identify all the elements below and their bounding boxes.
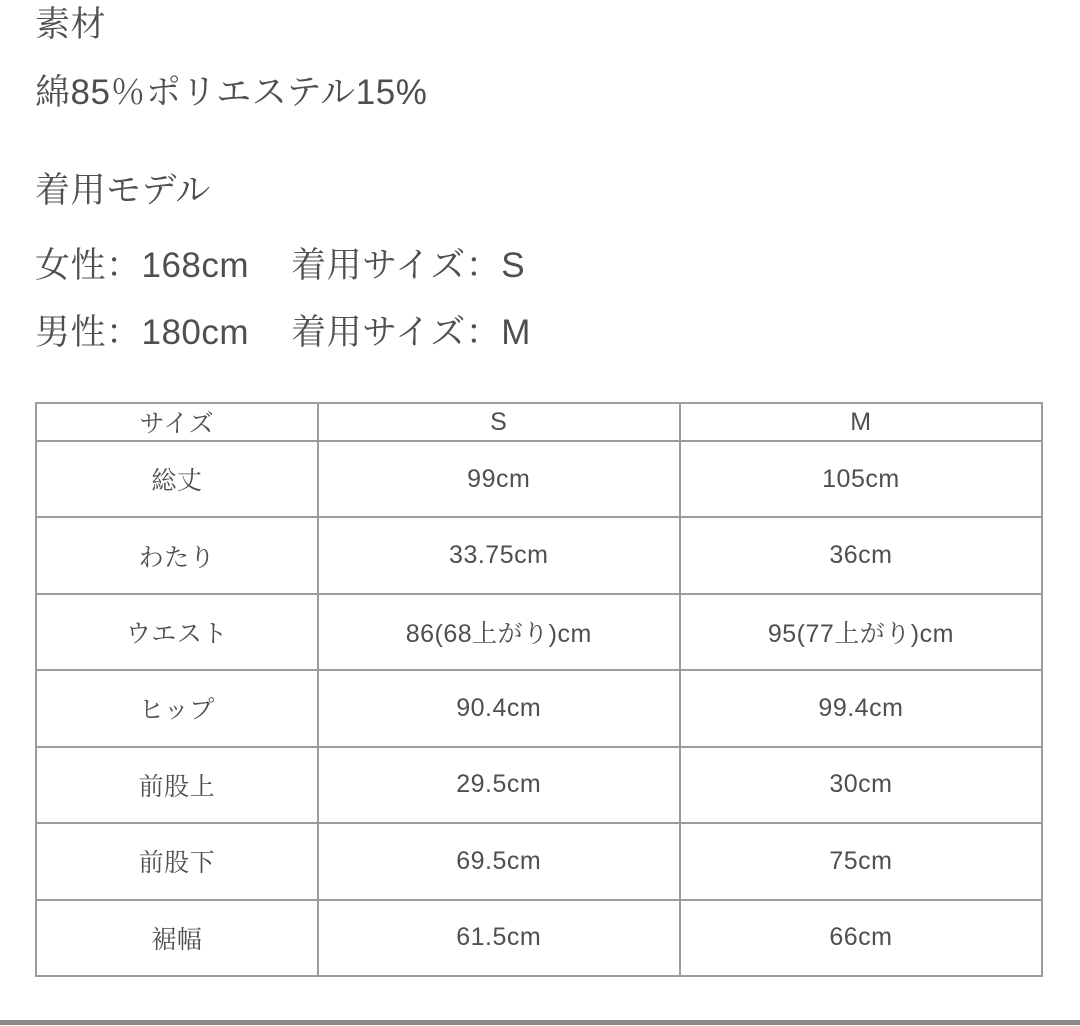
size-m-value-cell: 75cm (680, 823, 1042, 899)
table-row (36, 670, 1042, 746)
table-row (36, 900, 1042, 976)
size-s-value-cell: 61.5cm (318, 900, 680, 976)
female-model-size: 着用サイズ：S (291, 246, 526, 285)
model-heading: 着用モデル (35, 171, 211, 210)
measurement-label-cell: 総丈 (36, 441, 318, 517)
material-composition-text: 綿85％ポリエステル15% (35, 73, 428, 112)
table-row (36, 823, 1042, 899)
female-model-line (35, 243, 525, 289)
size-m-value-cell: 105cm (680, 441, 1042, 517)
size-s-header-cell: S (318, 403, 680, 441)
material-heading: 素材 (35, 5, 107, 44)
size-s-value-cell: 90.4cm (318, 670, 680, 746)
size-s-value-cell: 33.75cm (318, 517, 680, 593)
measurement-label-cell: 前股下 (36, 823, 318, 899)
size-s-value-cell: 86(68上がり)cm (318, 594, 680, 670)
size-m-value-cell: 99.4cm (680, 670, 1042, 746)
male-model-height: 男性：180cm (35, 313, 250, 352)
size-m-value-cell: 30cm (680, 747, 1042, 823)
measurement-label-cell: ウエスト (36, 594, 318, 670)
table-row (36, 594, 1042, 670)
female-model-height: 女性：168cm (35, 246, 250, 285)
bottom-divider-bar (0, 1020, 1080, 1025)
measurement-label-cell: わたり (36, 517, 318, 593)
size-m-value-cell: 36cm (680, 517, 1042, 593)
size-m-value-cell: 66cm (680, 900, 1042, 976)
measurement-label-cell: 前股上 (36, 747, 318, 823)
table-header-row (36, 403, 1042, 441)
size-m-header-cell: M (680, 403, 1042, 441)
size-s-value-cell: 29.5cm (318, 747, 680, 823)
size-s-value-cell: 99cm (318, 441, 680, 517)
measurement-label-cell: ヒップ (36, 670, 318, 746)
measurement-label-cell: 裾幅 (36, 900, 318, 976)
table-row (36, 747, 1042, 823)
table-row (36, 517, 1042, 593)
size-chart-table (35, 402, 1043, 977)
table-row (36, 441, 1042, 517)
size-header-cell: サイズ (36, 403, 318, 441)
size-m-value-cell: 95(77上がり)cm (680, 594, 1042, 670)
male-model-size: 着用サイズ：M (291, 313, 531, 352)
male-model-line (35, 310, 531, 356)
size-s-value-cell: 69.5cm (318, 823, 680, 899)
